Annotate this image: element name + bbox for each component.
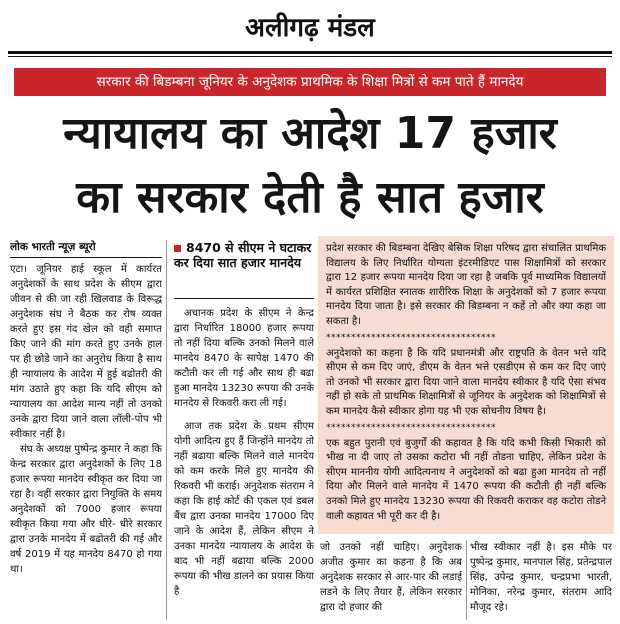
box-separator: ********************************** (326, 422, 496, 433)
header-rule-thin (8, 56, 612, 57)
box-paragraph: अनुदेशको का कहना है कि यदि प्रधानमंत्री और राष्ट्रपति के वेतन भत्ते यदि सीएम से कम दिए जाएं, डीएम के वेतन भत्ते एसडीएम से कम कर दिए जाएं तो उनको भी सरकार द्वारा दिया जाने वाला मानदेय स्वीकार है यदि ऐसा संभव नहीं हो सके तो प्राथमिक शिक्षामित्रों से जूनियर के अनुदेशक को शिक्षामित्रों से कम मानदेय कैसे स्वीकार होगा यह भी एक सोचनीय विषय है। (326, 347, 606, 417)
kicker-banner: सरकार की बिडम्बना जूनियर के अनुदेशक प्राथमिक के शिक्षा मित्रों से कम पाते हैं मानदेय (14, 68, 606, 96)
article-column-4 (470, 540, 612, 622)
column-divider (166, 240, 167, 620)
box-paragraph: प्रदेश सरकार की बिडम्बना देखिए बेसिक शिक्षा परिषद द्वारा संचालित प्राथमिक विद्यालय के लिए निर्धारित योग्यता इंटरमीडिएट पास शिक्षामित्रों को सरकार द्वारा 12 हजार रूपया मानदेय दिया जा रहा है जबकि पूर्व माध्यमिक विद्यालयों में कार्यरत प्रशिक्षित स्नातक शारीरिक शिक्षा के अनुदेशकों को 7 हजार रूपया मानदेय दिया जाता है। इसे सरकार की बिडम्बना न कहें तो और क्या कहा जा सकता है। (326, 243, 606, 327)
headline-line-1: न्यायालय का आदेश 17 हजार (63, 108, 557, 159)
column-divider (466, 540, 467, 620)
box-separator: ********************************** (326, 332, 496, 343)
column-2-paragraph: अचानक प्रदेश के सीएम ने केन्द्र द्वारा निर्धारित 18000 हजार रूपया तो नहीं दिया बल्कि उनको मिलने वाले मानदेय 8470 के सापेक्ष 1470 की कटौती कर ली गई और साथ ही बढा हुआ मानदेय 13230 रूपया की उनके मानदेय से रिकवरी करा ली गई। (174, 308, 314, 409)
sub-headline (174, 240, 312, 296)
header-rule (8, 51, 612, 54)
column-1-paragraph: एटा। जूनियर हाई स्कूल में कार्यरत अनुदेशकों के साथ प्रदेश के सीएम द्वारा जीवन से की जा रही खिलवाड के विरूद्ध अनुदेशक संघ ने बैठक कर रोष व्यक्त करते हुए इस गंद खेल को वही समाप्त किए जाने की मांग करते हुए उनके हाल पर ही छोडे जाने का अनुरोध किया है साथ ही न्यायालय के आदेश में हुई बढोतरी की मांग उठाते हुए कहा कि यदि सीएम को न्यायालय का आदेश मान्य नहीं तो उनको उनके द्वारा दिया जाने वाला लॉली-पोप भी स्वीकार नहीं है। (10, 264, 162, 440)
byline: लोक भारती न्यूज़ ब्यूरो (10, 240, 162, 258)
highlight-box (318, 236, 614, 534)
article-column-2 (174, 306, 314, 622)
bullet-square-icon (174, 245, 181, 252)
article-column-1 (10, 240, 162, 620)
article-column-3 (320, 540, 462, 622)
sub-headline-rule (174, 298, 314, 299)
column-3-paragraph: जो उनको नहीं चाहिए। अनुदेशक अजीत कुमार का कहना है कि अब अनुदेशक सरकार से आर-पार की लडाई लडने के लिए तैयार हैं, लेकिन सरकार द्वारा दो हजार की (320, 542, 462, 613)
section-title: अलीगढ़ मंडल (245, 13, 375, 43)
sub-headline-text: 8470 से सीएम ने घटाकर कर दिया सात हजार मानदेय (174, 240, 312, 270)
column-2-paragraph: आज तक प्रदेश के प्रथम सीएम योगी आदित्य हुए हैं जिन्होंने मानदेय तो नहीं बढाया बल्कि मिलने वाले मानदेय को कम करके मिले हुए मानदेय की रिकवरी भी कराई। अनुदेशक संतराम ने कहा कि हाई कोर्ट की एकल एवं डबल बैंच द्वारा उनका मानदेय 17000 दिए जाने के आदेश हैं, लेकिन सीएम ने उनका मानदेय न्यायालय के आदेश के बाद भी नहीं बढाया बल्कि 2000 रूपया की भीख डालने का प्रयास किया है (174, 421, 314, 597)
column-4-paragraph: भीख स्वीकार नहीं है। इस मौके पर पुष्पेन्द्र कुमार, मानपाल सिंह, प्रतेन्द्रपाल सिंह, उपेन्द्र कुमार, चन्द्रप्रभा भारती, मोनिका, नरेन्द्र कुमार, संतराम आदि मौजूद रहे। (470, 542, 612, 613)
column-1-paragraph: संघ के अध्यक्ष पुष्पेन्द्र कुमार ने कहा कि केन्द्र सरकार द्वारा अनुदेशकों के लिए 18 हजार रूपया मानदेय स्वीकृत कर दिया जा रहा है। वहीं सरकार द्वारा नियुक्ति के समय अनुदेशकों को 7000 हजार रूपया स्वीकृत किया गया और धीरे- धीरे सरकार द्वारा उनके मानदेय में बढोतरी की गई और वर्ष 2019 में यह मानदेय 8470 हो गया था। (10, 444, 162, 575)
headline-line-2: का सरकार देती है सात हजार (76, 172, 544, 223)
box-paragraph: एक बहुत पुरानी एवं बुजुर्गों की कहावत है कि यदि कभी किसी भिकारी को भीख ना दी जाए तो उसका कटोरा भी नहीं तोडना चाहिए, लेकिन प्रदेश के सीएम माननीय योगी आदित्यनाथ ने अनुदेशकों को बढा हुआ मानदेय तो नहीं दिया और मिलने वाले मानदेय में 1470 रूपया की कटौती ही नहीं बल्कि उनको मिले हुए मानदेय 13230 रूपया की रिकवरी कराकर वह कटोरा तोडने वाली कहावत भी पूरी कर दी है। (326, 437, 606, 522)
